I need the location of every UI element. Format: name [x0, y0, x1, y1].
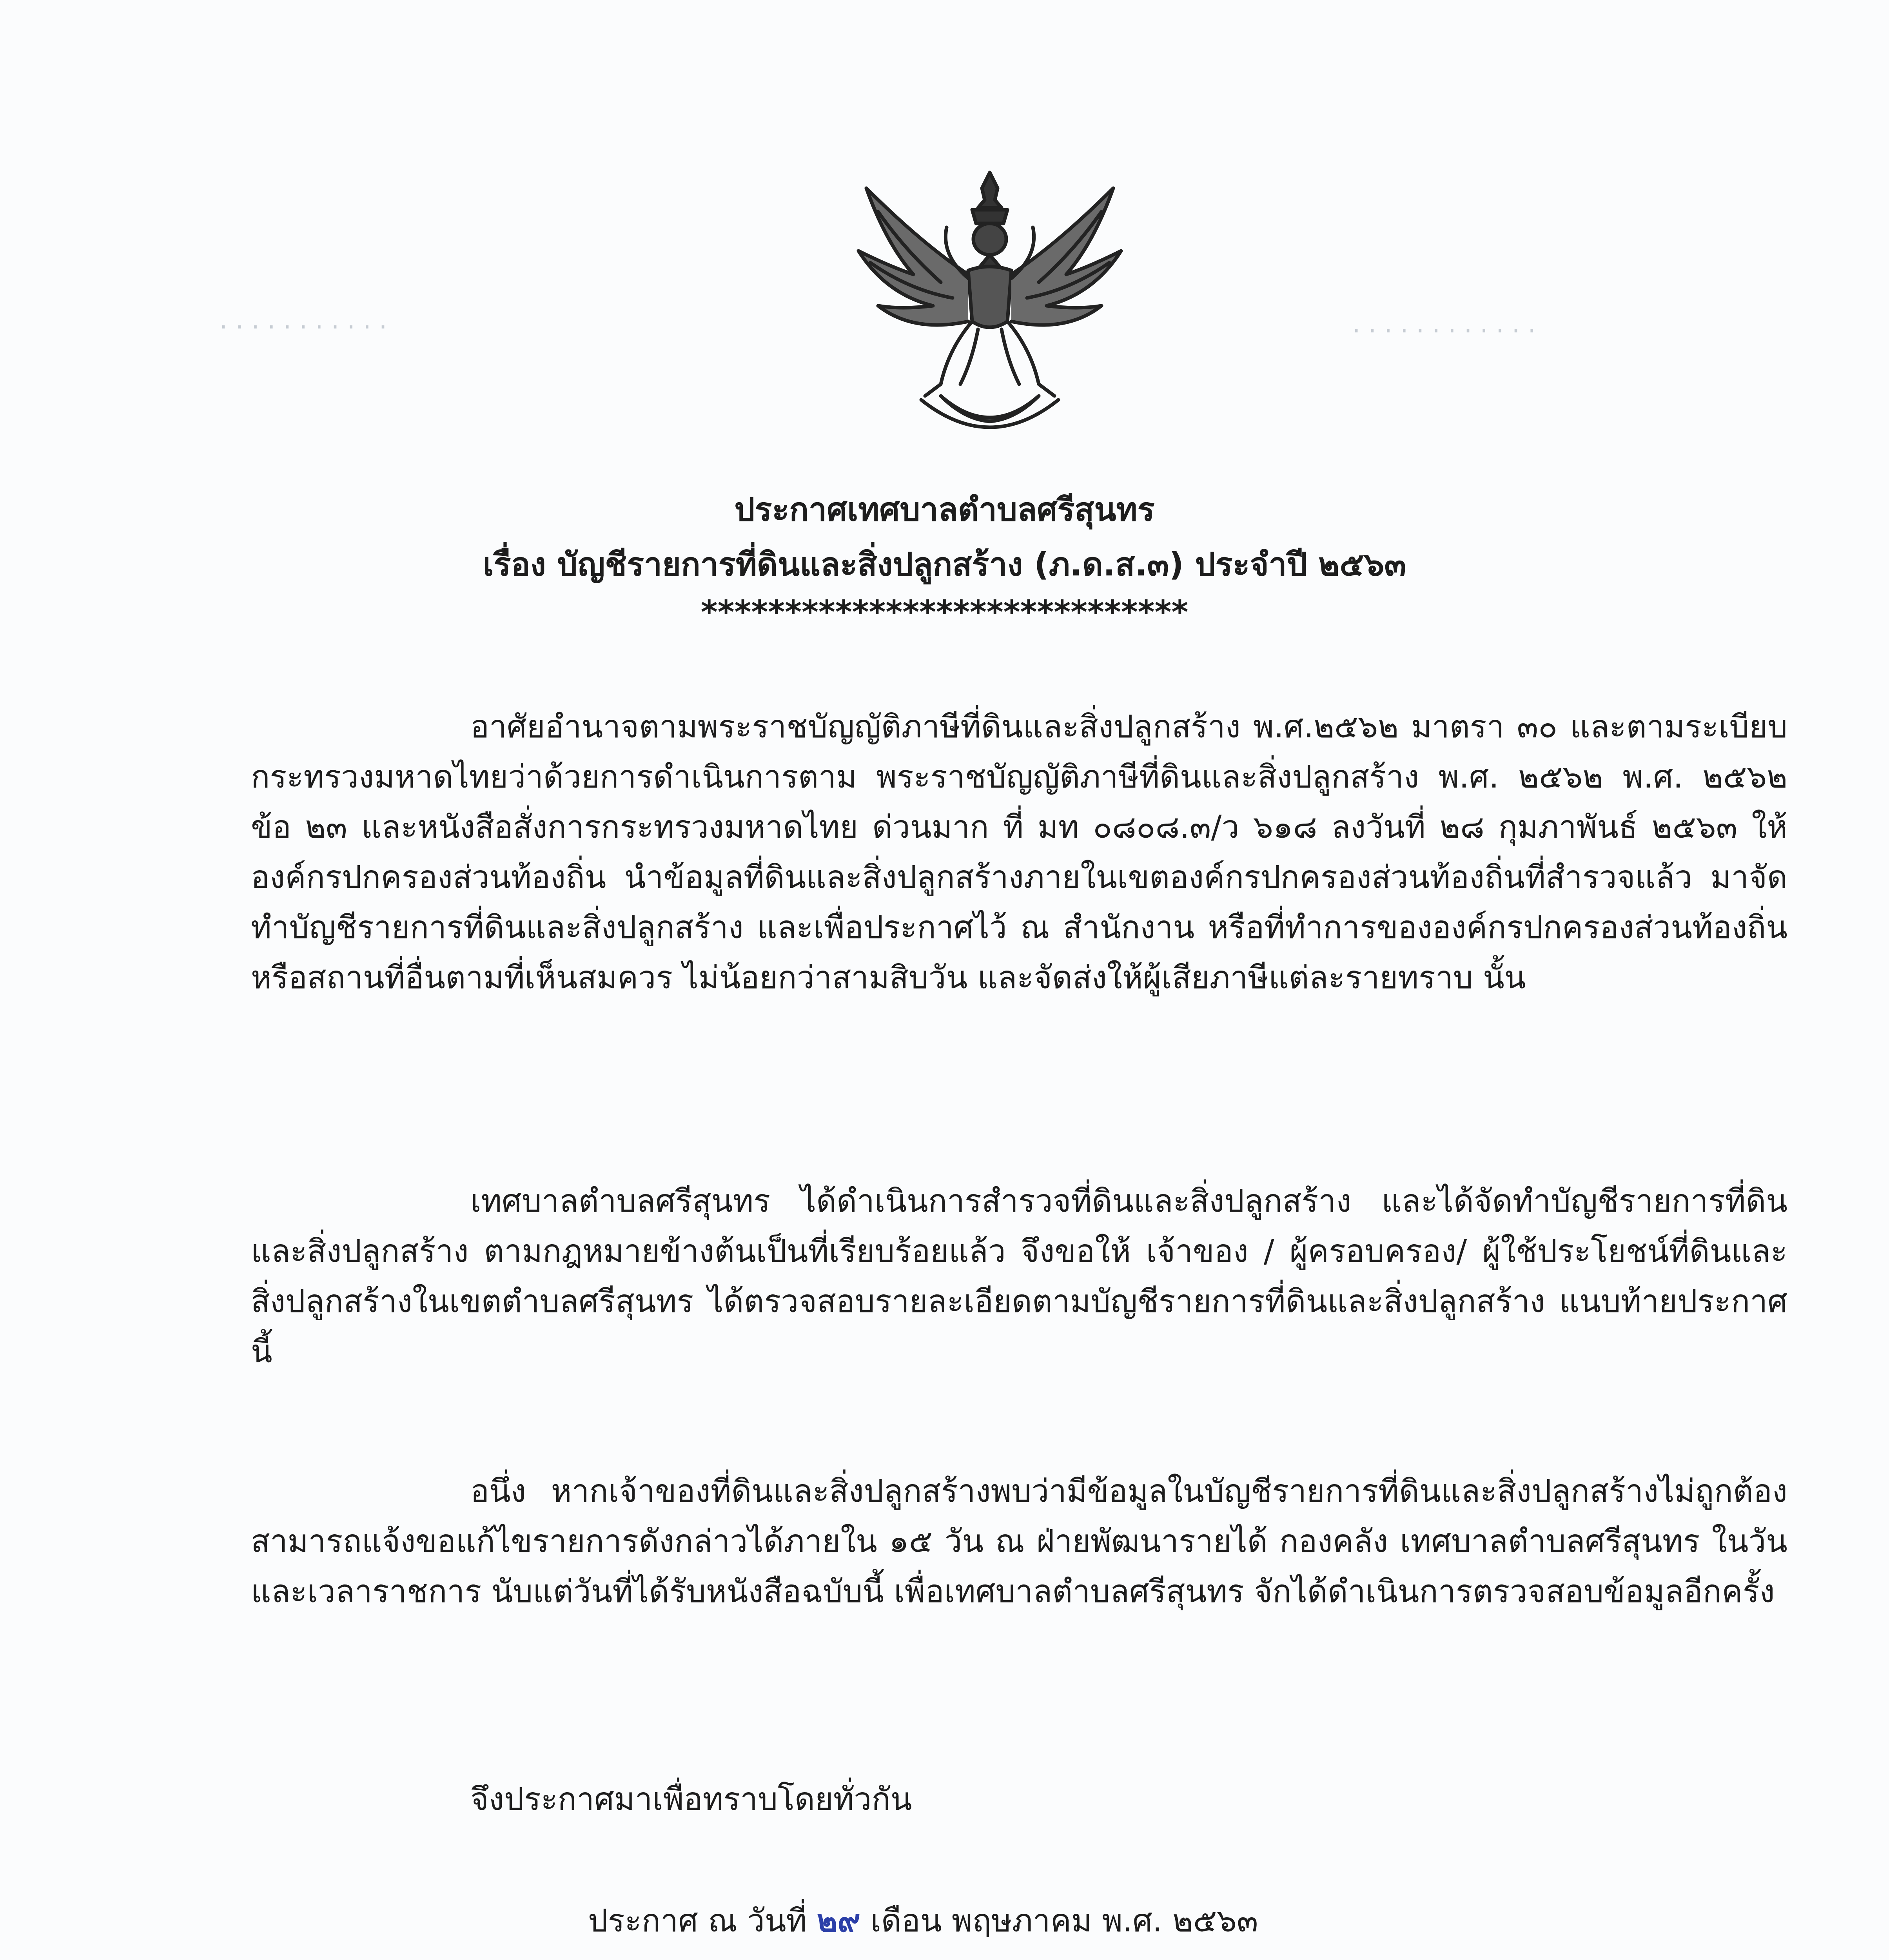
bleed-through-text: . . . . . . . . . . . [220, 306, 387, 335]
date-prefix: ประกาศ ณ วันที่ [588, 1902, 807, 1939]
bleed-through-text: . . . . . . . . . . . . [1352, 310, 1536, 339]
date-day: ๒๙ [817, 1902, 861, 1939]
garuda-emblem-icon [843, 165, 1137, 447]
body-paragraph-2: เทศบาลตำบลศรีสุนทร ได้ดำเนินการสำรวจที่ดินและสิ่งปลูกสร้าง และได้จัดทำบัญชีรายการที่ดินและสิ่งปลูกสร้าง ตามกฎหมายข้างต้นเป็นที่เรียบร้อยแล้ว จึงขอให้ เจ้าของ / ผู้ครอบครอง/ ผู้ใช้ประโยชน์ที่ดินและสิ่งปลูกสร้างในเขตตำบลศรีสุนทร ได้ตรวจสอบรายละเอียดตามบัญชีรายการที่ดินและสิ่งปลูกสร้าง แนบท้ายประกาศนี้ [251, 1183, 1787, 1370]
closing-statement: จึงประกาศมาเพื่อทราบโดยทั่วกัน [470, 1781, 912, 1817]
body-paragraph-1: อาศัยอำนาจตามพระราชบัญญัติภาษีที่ดินและสิ่งปลูกสร้าง พ.ศ.๒๕๖๒ มาตรา ๓๐ และตามระเบียบกระทรวงมหาดไทยว่าด้วยการดำเนินการตาม พระราชบัญญัติภาษีที่ดินและสิ่งปลูกสร้าง พ.ศ. ๒๕๖๒ พ.ศ. ๒๕๖๒ ข้อ ๒๓ และหนังสือสั่งการกระทรวงมหาดไทย ด่วนมาก ที่ มท ๐๘๐๘.๓/ว ๖๑๘ ลงวันที่ ๒๘ กุมภาพันธ์ ๒๕๖๓ ให้องค์กรปกครองส่วนท้องถิ่น นำข้อมูลที่ดินและสิ่งปลูกสร้างภายในเขตองค์กรปกครองส่วนท้องถิ่นที่สำรวจแล้ว มาจัดทำบัญชีรายการที่ดินและสิ่งปลูกสร้าง และเพื่อประกาศไว้ ณ สำนักงาน หรือที่ทำการขององค์กรปกครองส่วนท้องถิ่น หรือสถานที่อื่นตามที่เห็นสมควร ไม่น้อยกว่าสามสิบวัน และจัดส่งให้ผู้เสียภาษีแต่ละรายทราบ นั้น [251, 708, 1787, 996]
date-month-year: เดือน พฤษภาคม พ.ศ. ๒๕๖๓ [870, 1902, 1258, 1939]
announcement-date [588, 1901, 1258, 1940]
announcement-title: ประกาศเทศบาลตำบลศรีสุนทร [734, 491, 1155, 528]
announcement-subject: เรื่อง บัญชีรายการที่ดินและสิ่งปลูกสร้าง (ภ.ด.ส.๓) ประจำปี ๒๕๖๓ [483, 546, 1406, 583]
title-separator: ***************************** [700, 594, 1189, 631]
body-paragraph-3: อนึ่ง หากเจ้าของที่ดินและสิ่งปลูกสร้างพบว่ามีข้อมูลในบัญชีรายการที่ดินและสิ่งปลูกสร้างไม่ถูกต้อง สามารถแจ้งขอแก้ไขรายการดังกล่าวได้ภายใน ๑๕ วัน ณ ฝ่ายพัฒนารายได้ กองคลัง เทศบาลตำบลศรีสุนทร ในวันและเวลาราชการ นับแต่วันที่ได้รับหนังสือฉบับนี้ เพื่อเทศบาลตำบลศรีสุนทร จักได้ดำเนินการตรวจสอบข้อมูลอีกครั้ง [251, 1473, 1787, 1610]
